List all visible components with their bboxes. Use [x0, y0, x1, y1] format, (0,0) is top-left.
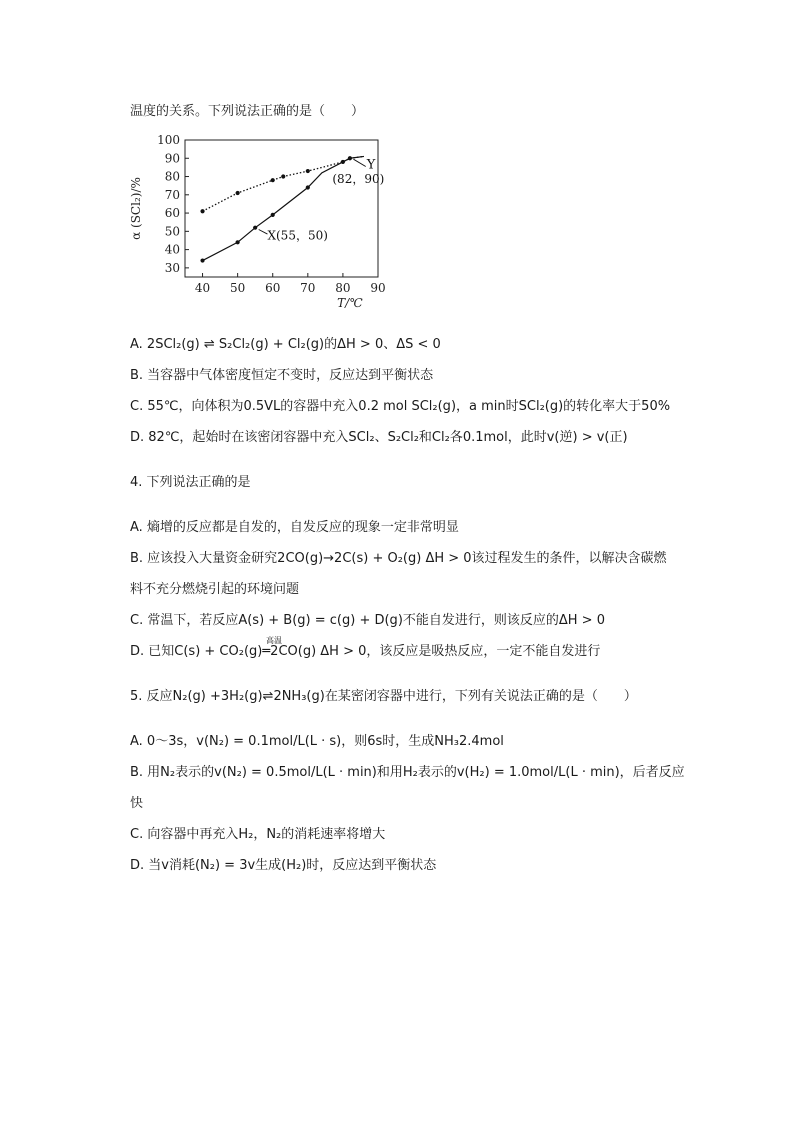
q5-option-d: D. 当v消耗(N₂) = 3v生成(H₂)时，反应达到平衡状态	[130, 858, 437, 873]
data-point-x	[306, 185, 310, 189]
y-tick-label: 90	[164, 151, 180, 166]
y-tick-label: 30	[164, 260, 180, 275]
y-tick-label: 60	[164, 206, 180, 221]
x-tick-label: 50	[229, 281, 246, 295]
q5-option-b-cont: 快	[130, 796, 144, 811]
y-tick-label: 80	[164, 169, 180, 184]
q5-option-a: A. 0～3s，v(N₂) = 0.1mol/L(L · s)，则6s时，生成NH₃2.4mol	[130, 734, 504, 749]
data-point-intersection	[348, 156, 352, 160]
x-tick-label: 60	[265, 281, 281, 295]
x-tick-label: 90	[370, 281, 386, 295]
q5-stem: 5. 反应N₂(g) +3H₂(g)⇌2NH₃(g)在某密闭容器中进行，下列有关说法正确的是（ ）	[130, 689, 637, 704]
data-point-y	[281, 174, 285, 178]
q4-option-b-cont: 料不充分燃烧引起的环境问题	[130, 582, 300, 597]
q5-option-b: B. 用N₂表示的v(N₂) = 0.5mol/L(L · min)和用H₂表示的v(H₂) = 1.0mol/L(L · min)，后者反应	[130, 765, 685, 780]
data-point-y	[236, 191, 240, 195]
q4-option-d: D. 已知C(s) + CO₂(g)═2CO(g) ΔH > 0，该反应是吸热反应，一定不能自发进行	[130, 644, 601, 659]
data-point-x	[271, 213, 275, 217]
data-point-x	[200, 258, 204, 262]
y-tick-label: 40	[164, 242, 180, 257]
annotation-y-coord: (82，90)	[332, 171, 385, 186]
equilibrium-chart	[128, 130, 398, 310]
q3-option-c: C. 55℃，向体积为0.5VL的容器中充入0.2 mol SCl₂(g)，a min时SCl₂(g)的转化率大于50%	[130, 399, 671, 414]
q4-condition-label: 高温	[266, 636, 282, 645]
annotation-y-leader	[353, 159, 365, 166]
q5-option-c: C. 向容器中再充入H₂，N₂的消耗速率将增大	[130, 827, 386, 842]
x-axis-label: T/℃	[337, 296, 363, 310]
q4-stem: 4. 下列说法正确的是	[130, 475, 251, 490]
chart-svg	[128, 130, 398, 310]
data-point-y	[306, 169, 310, 173]
q3-option-a: A. 2SCl₂(g) ⇌ S₂Cl₂(g) + Cl₂(g)的ΔH > 0、ΔS < 0	[130, 337, 441, 352]
q4-option-b: B. 应该投入大量资金研究2CO(g)→2C(s) + O₂(g) ΔH > 0该过程发生的条件，以解决含碳燃	[130, 551, 667, 566]
x-tick-label: 80	[335, 281, 351, 295]
y-tick-label: 70	[164, 187, 180, 202]
x-tick-label: 70	[300, 281, 316, 295]
x-tick-label: 40	[194, 281, 211, 295]
y-axis-label: α (SCl₂)/%	[129, 177, 143, 240]
data-point-x	[253, 226, 257, 230]
q4-option-c: C. 常温下，若反应A(s) + B(g) = c(g) + D(g)不能自发进行，则该反应的ΔH > 0	[130, 613, 605, 628]
data-point-y	[271, 178, 275, 182]
data-point-y	[200, 209, 204, 213]
y-tick-label: 50	[164, 224, 180, 239]
annotation-y-label: Y	[366, 157, 376, 173]
annotation-x-label: X(55，50)	[267, 228, 328, 243]
q4-option-a: A. 熵增的反应都是自发的，自发反应的现象一定非常明显	[130, 520, 459, 535]
data-point-x	[236, 240, 240, 244]
annotation-x-leader	[259, 230, 268, 235]
q3-option-d: D. 82℃，起始时在该密闭容器中充入SCl₂、S₂Cl₂和Cl₂各0.1mol，此时v(逆) > v(正)	[130, 430, 628, 445]
q3-intro: 温度的关系。下列说法正确的是（ ）	[130, 104, 365, 119]
y-tick-label: 100	[157, 133, 180, 147]
q3-option-b: B. 当容器中气体密度恒定不变时，反应达到平衡状态	[130, 368, 434, 383]
